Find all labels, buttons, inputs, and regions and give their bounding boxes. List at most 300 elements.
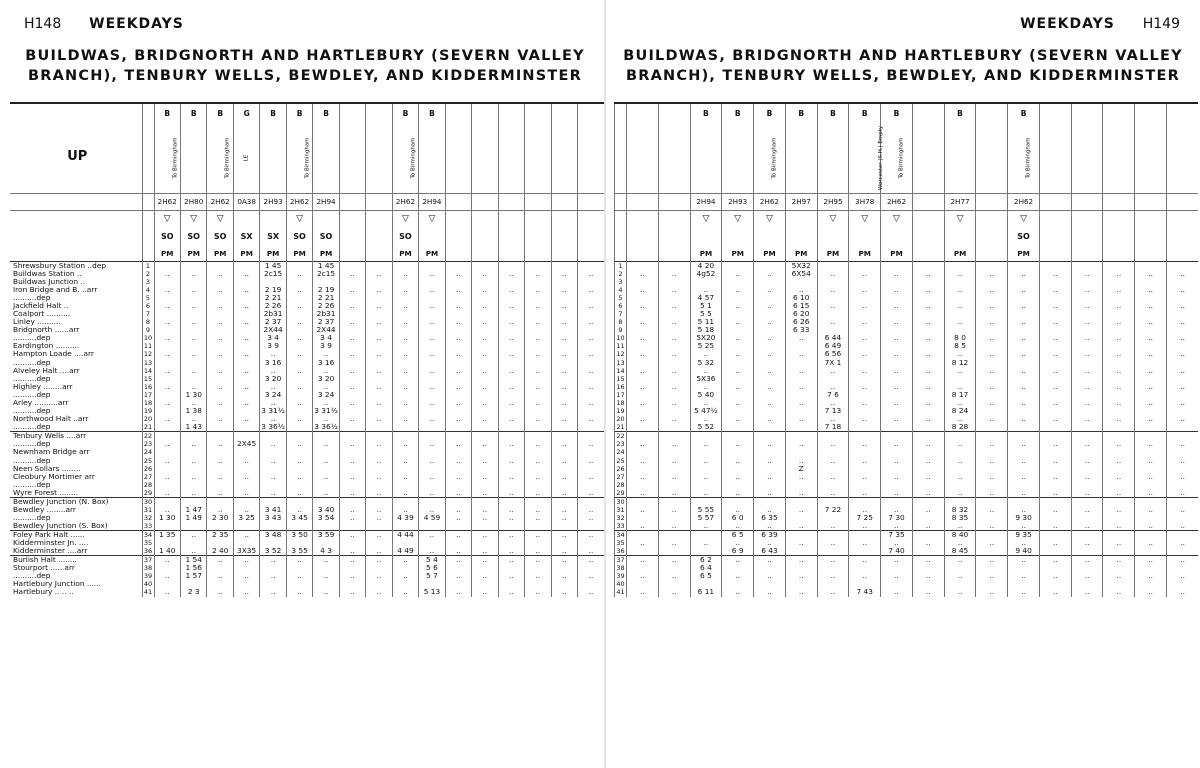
train-class-cell — [627, 103, 659, 123]
train-class-cell: B — [754, 103, 786, 123]
time-cell: .. — [1103, 506, 1135, 514]
time-cell: .. — [286, 367, 312, 375]
time-cell: .. — [912, 383, 944, 391]
time-cell: .. — [1135, 383, 1167, 391]
time-cell: 1 47 — [180, 506, 206, 514]
time-cell: .. — [154, 473, 180, 481]
headcode-cell — [1103, 193, 1135, 210]
station-name: ..........dep — [13, 479, 51, 489]
pm-marker-cell: PM — [849, 247, 881, 261]
time-cell: .. — [1167, 456, 1199, 464]
time-cell: .. — [339, 334, 365, 342]
time-cell: .. — [976, 440, 1008, 448]
time-cell: 5 52 — [690, 423, 722, 432]
table-row — [615, 423, 1199, 432]
time-cell: 3 4 — [313, 334, 339, 342]
days-code-cell — [498, 227, 524, 247]
time-cell: .. — [366, 572, 392, 580]
time-cell: .. — [1103, 302, 1135, 310]
time-cell: .. — [445, 318, 471, 326]
row-number: 18 — [616, 399, 625, 408]
time-cell: .. — [1008, 489, 1040, 498]
time-cell: 3 16 — [313, 359, 339, 367]
time-cell: .. — [817, 302, 849, 310]
time-cell: 6 39 — [754, 531, 786, 540]
time-cell: .. — [233, 556, 259, 565]
time-cell: 5 11 — [690, 318, 722, 326]
time-cell: .. — [498, 506, 524, 514]
triangle-marker-cell: ▽ — [207, 210, 233, 227]
time-cell: .. — [849, 473, 881, 481]
days-code-cell: SO — [1008, 227, 1040, 247]
time-cell: .. — [690, 539, 722, 547]
time-cell: .. — [1039, 456, 1071, 464]
time-cell: 2X45 — [233, 440, 259, 448]
time-cell: .. — [392, 473, 418, 481]
time-cell: .. — [392, 383, 418, 391]
time-cell: .. — [525, 489, 551, 498]
destination-cell — [1039, 123, 1071, 193]
destination-cell — [233, 123, 259, 193]
time-cell: .. — [785, 489, 817, 498]
table-row — [615, 588, 1199, 596]
time-cell: .. — [180, 547, 206, 556]
table-row — [615, 342, 1199, 350]
time-cell: .. — [419, 350, 445, 358]
days-code-cell: SO — [154, 227, 180, 247]
row-number: 29 — [616, 488, 625, 497]
time-cell: .. — [286, 506, 312, 514]
row-number: 39 — [143, 572, 153, 581]
time-cell: .. — [912, 556, 944, 565]
time-cell: .. — [286, 318, 312, 326]
row-number: 17 — [616, 390, 625, 399]
table-row — [10, 497, 604, 506]
time-cell: .. — [472, 531, 498, 540]
time-cell: .. — [849, 334, 881, 342]
time-cell — [785, 423, 817, 432]
time-cell: .. — [1103, 489, 1135, 498]
time-cell: .. — [154, 302, 180, 310]
time-cell: .. — [1167, 318, 1199, 326]
time-cell: .. — [392, 367, 418, 375]
time-cell: .. — [817, 572, 849, 580]
time-cell: .. — [286, 440, 312, 448]
time-cell: .. — [1008, 572, 1040, 580]
time-cell — [1071, 423, 1103, 432]
station-name: Tenbury Wells ....arr — [10, 432, 142, 441]
destination-cell — [754, 123, 786, 193]
time-cell: .. — [1135, 440, 1167, 448]
row-number: 20 — [143, 415, 153, 424]
time-cell: .. — [912, 318, 944, 326]
left-header-row-classes — [10, 103, 604, 123]
triangle-marker-cell — [912, 210, 944, 227]
time-cell: .. — [339, 456, 365, 464]
time-cell: .. — [180, 415, 206, 423]
table-row — [10, 367, 604, 375]
headcode-cell: 2H62 — [392, 193, 418, 210]
time-cell: .. — [392, 318, 418, 326]
time-cell: .. — [207, 318, 233, 326]
time-cell — [339, 423, 365, 432]
time-cell: .. — [286, 473, 312, 481]
station-name: ..........dep — [13, 373, 51, 383]
time-cell: .. — [1167, 572, 1199, 580]
time-cell: 2 21 — [313, 294, 339, 302]
time-cell: .. — [1039, 334, 1071, 342]
time-cell: .. — [881, 415, 913, 423]
row-number: 4 — [142, 286, 154, 294]
time-cell: 8 0 — [944, 334, 976, 342]
time-cell: .. — [976, 399, 1008, 407]
time-cell: .. — [1135, 367, 1167, 375]
row-number: 23 — [616, 440, 625, 449]
time-cell: .. — [785, 350, 817, 358]
time-cell: .. — [419, 440, 445, 448]
time-cell: .. — [849, 399, 881, 407]
time-cell: .. — [313, 588, 339, 596]
time-cell: .. — [944, 270, 976, 278]
time-cell: .. — [1167, 334, 1199, 342]
time-cell: .. — [1103, 334, 1135, 342]
triangle-marker-cell: ▽ — [419, 210, 445, 227]
time-cell: .. — [658, 334, 690, 342]
station-name: ..........dep — [13, 512, 51, 522]
time-cell — [207, 423, 233, 432]
time-cell: .. — [976, 556, 1008, 565]
row-number: 5 — [615, 294, 627, 302]
time-cell — [578, 423, 605, 432]
time-cell: .. — [366, 473, 392, 481]
time-cell: .. — [445, 572, 471, 580]
time-cell: .. — [1135, 506, 1167, 514]
time-cell: .. — [658, 588, 690, 596]
time-cell: .. — [578, 383, 605, 391]
time-cell: 8 12 — [944, 359, 976, 367]
time-cell: .. — [525, 286, 551, 294]
time-cell: 6 20 — [785, 310, 817, 318]
time-cell: .. — [498, 367, 524, 375]
time-cell: .. — [849, 539, 881, 547]
time-cell: .. — [976, 522, 1008, 531]
time-cell: 5 6 — [419, 564, 445, 572]
time-cell: .. — [366, 367, 392, 375]
train-class-cell — [366, 103, 392, 123]
row-number: 28 — [143, 480, 153, 489]
time-cell: .. — [1167, 302, 1199, 310]
time-cell: .. — [658, 556, 690, 565]
time-cell: 1 38 — [180, 407, 206, 415]
time-cell: 5 47½ — [690, 407, 722, 415]
triangle-marker-cell — [339, 210, 365, 227]
time-cell: .. — [912, 522, 944, 531]
left-page-title — [10, 46, 600, 86]
row-number: 4 — [615, 286, 627, 294]
time-cell: 5 32 — [690, 359, 722, 367]
table-row — [615, 432, 1199, 441]
time-cell: .. — [722, 286, 754, 294]
time-cell: 9 30 — [1008, 514, 1040, 522]
time-cell: .. — [339, 399, 365, 407]
time-cell: 4 39 — [392, 514, 418, 522]
time-cell: .. — [627, 506, 659, 514]
table-row — [10, 310, 604, 318]
row-number: 32 — [616, 513, 625, 522]
time-cell: .. — [881, 350, 913, 358]
destination-cell — [1071, 123, 1103, 193]
triangle-marker-cell: ▽ — [754, 210, 786, 227]
time-cell: .. — [419, 286, 445, 294]
time-cell: .. — [912, 334, 944, 342]
time-cell: .. — [658, 270, 690, 278]
time-cell: .. — [366, 440, 392, 448]
time-cell: .. — [366, 270, 392, 278]
time-cell: .. — [785, 415, 817, 423]
table-row — [10, 334, 604, 342]
station-name: Shrewsbury Station ..dep — [10, 261, 142, 270]
time-cell: .. — [525, 473, 551, 481]
row-number: 30 — [616, 497, 625, 506]
destination-cell — [785, 123, 817, 193]
time-cell: .. — [1167, 588, 1199, 596]
time-cell: .. — [419, 334, 445, 342]
time-cell: 6 35 — [754, 514, 786, 522]
station-name: ..........dep — [13, 406, 51, 416]
time-cell: .. — [445, 367, 471, 375]
time-cell: 7 43 — [849, 588, 881, 596]
triangle-marker-cell — [233, 210, 259, 227]
station-name: Burlish Halt ........ — [10, 556, 142, 565]
row-number: 12 — [616, 350, 625, 359]
time-cell: .. — [233, 286, 259, 294]
time-cell: .. — [754, 367, 786, 375]
time-cell: .. — [498, 489, 524, 498]
days-code-cell — [1103, 227, 1135, 247]
time-cell: .. — [233, 334, 259, 342]
time-cell — [498, 423, 524, 432]
time-cell: 4g52 — [690, 270, 722, 278]
time-cell: .. — [207, 506, 233, 514]
days-code-cell — [366, 227, 392, 247]
time-cell: .. — [445, 270, 471, 278]
time-cell: 3 16 — [260, 359, 286, 367]
time-cell: .. — [154, 506, 180, 514]
time-cell: .. — [313, 556, 339, 565]
time-cell: .. — [286, 302, 312, 310]
time-cell: .. — [817, 489, 849, 498]
time-cell: .. — [690, 399, 722, 407]
time-cell: .. — [976, 350, 1008, 358]
time-cell: .. — [1167, 270, 1199, 278]
time-cell: .. — [976, 286, 1008, 294]
time-cell: .. — [260, 399, 286, 407]
time-cell: .. — [445, 456, 471, 464]
time-cell: .. — [722, 350, 754, 358]
row-number-header-cell — [615, 247, 627, 261]
time-cell: .. — [658, 415, 690, 423]
time-cell: .. — [944, 522, 976, 531]
time-cell: .. — [849, 506, 881, 514]
time-cell: .. — [260, 440, 286, 448]
pm-marker-cell — [1167, 247, 1199, 261]
time-cell: 5 55 — [690, 506, 722, 514]
days-code-cell — [976, 227, 1008, 247]
station-name: Hartlebury .. .. .. — [13, 587, 74, 597]
pm-marker-cell: PM — [207, 247, 233, 261]
table-row — [615, 489, 1199, 498]
time-cell: .. — [551, 367, 577, 375]
time-cell: 2c15 — [260, 270, 286, 278]
station-name: Cleobury Mortimer arr — [13, 471, 95, 481]
row-number: 10 — [616, 334, 625, 343]
station-name: Iron Bridge and B. ..arr — [13, 284, 98, 294]
time-cell: .. — [944, 415, 976, 423]
right-header-row-headcodes — [615, 193, 1199, 210]
pm-marker-cell — [976, 247, 1008, 261]
time-cell: 3 50 — [286, 531, 312, 540]
station-name: Bewdley ........arr — [13, 504, 76, 514]
time-cell: .. — [1135, 302, 1167, 310]
left-timetable — [10, 102, 604, 597]
time-cell: .. — [233, 572, 259, 580]
time-cell: .. — [472, 350, 498, 358]
time-cell: .. — [392, 286, 418, 294]
time-cell: .. — [817, 286, 849, 294]
time-cell: 8 40 — [944, 531, 976, 540]
train-class-cell — [912, 103, 944, 123]
time-cell: .. — [419, 531, 445, 540]
row-number: 40 — [143, 580, 153, 589]
time-cell: 3 40 — [313, 506, 339, 514]
time-cell: .. — [339, 286, 365, 294]
destination-cell — [627, 123, 659, 193]
destination-cell — [392, 123, 418, 193]
time-cell: .. — [445, 547, 471, 556]
time-cell: .. — [313, 383, 339, 391]
time-cell: .. — [498, 415, 524, 423]
time-cell: .. — [1167, 286, 1199, 294]
time-cell: 1 56 — [180, 564, 206, 572]
time-cell: 7 13 — [817, 407, 849, 415]
time-cell: .. — [154, 270, 180, 278]
time-cell: .. — [578, 572, 605, 580]
days-code-cell — [754, 227, 786, 247]
time-cell: .. — [498, 286, 524, 294]
headcode-cell: 2H62 — [754, 193, 786, 210]
time-cell — [754, 423, 786, 432]
time-cell: .. — [690, 415, 722, 423]
time-cell: .. — [1167, 473, 1199, 481]
time-cell: .. — [339, 556, 365, 565]
destination-label: To Birmingham — [172, 137, 179, 179]
time-cell: 3 20 — [260, 375, 286, 383]
time-cell: .. — [1071, 286, 1103, 294]
row-number: 33 — [143, 522, 153, 531]
time-cell: .. — [207, 415, 233, 423]
days-code-cell — [944, 227, 976, 247]
direction-label: UP — [67, 149, 88, 165]
time-cell: 3 48 — [260, 531, 286, 540]
time-cell: .. — [881, 588, 913, 596]
time-cell: .. — [1071, 350, 1103, 358]
time-cell: Z — [785, 465, 817, 473]
time-cell: 1 30 — [154, 514, 180, 522]
headcode-cell — [339, 193, 365, 210]
time-cell: .. — [392, 415, 418, 423]
train-class-cell: B — [180, 103, 206, 123]
time-cell: .. — [1135, 588, 1167, 596]
time-cell: .. — [419, 506, 445, 514]
headcode-cell — [498, 193, 524, 210]
time-cell: 6 43 — [754, 547, 786, 556]
headcode-cell: 2H62 — [154, 193, 180, 210]
time-cell: .. — [339, 572, 365, 580]
station-name: ..........dep — [13, 292, 51, 302]
time-cell: .. — [525, 514, 551, 522]
train-class-cell — [525, 103, 551, 123]
days-code-cell — [817, 227, 849, 247]
time-cell: .. — [551, 350, 577, 358]
table-row — [10, 383, 604, 391]
time-cell: 1 49 — [180, 514, 206, 522]
time-cell: 1 57 — [180, 572, 206, 580]
time-cell: .. — [849, 350, 881, 358]
table-row — [615, 270, 1199, 278]
time-cell: .. — [286, 415, 312, 423]
time-cell: .. — [1039, 286, 1071, 294]
time-cell: .. — [658, 440, 690, 448]
time-cell: .. — [207, 588, 233, 596]
pm-marker-cell — [366, 247, 392, 261]
time-cell: .. — [944, 539, 976, 547]
time-cell: .. — [690, 456, 722, 464]
time-cell: .. — [722, 383, 754, 391]
time-cell: .. — [817, 383, 849, 391]
time-cell — [1039, 423, 1071, 432]
train-class-cell: B — [690, 103, 722, 123]
row-number: 12 — [143, 350, 153, 359]
days-code-cell: SO — [180, 227, 206, 247]
time-cell: .. — [1039, 556, 1071, 565]
time-cell: .. — [658, 350, 690, 358]
days-code-cell: SX — [260, 227, 286, 247]
destination-cell — [881, 123, 913, 193]
row-number: 34 — [143, 531, 153, 540]
time-cell: .. — [1135, 539, 1167, 547]
row-number: 31 — [616, 505, 625, 514]
time-cell: .. — [1135, 489, 1167, 498]
time-cell: .. — [472, 318, 498, 326]
time-cell: .. — [881, 456, 913, 464]
time-cell: 3 9 — [260, 342, 286, 350]
time-cell — [551, 423, 577, 432]
time-cell: 7 40 — [881, 547, 913, 556]
time-cell: .. — [445, 588, 471, 596]
time-cell: 6 56 — [817, 350, 849, 358]
time-cell: .. — [785, 556, 817, 565]
time-cell: .. — [525, 588, 551, 596]
time-cell: .. — [392, 440, 418, 448]
time-cell: .. — [180, 456, 206, 464]
time-cell: .. — [207, 334, 233, 342]
row-number: 19 — [616, 407, 625, 416]
row-number: 23 — [143, 440, 153, 449]
time-cell: .. — [339, 588, 365, 596]
days-code-cell — [472, 227, 498, 247]
time-cell: .. — [1008, 383, 1040, 391]
time-cell: .. — [1103, 270, 1135, 278]
